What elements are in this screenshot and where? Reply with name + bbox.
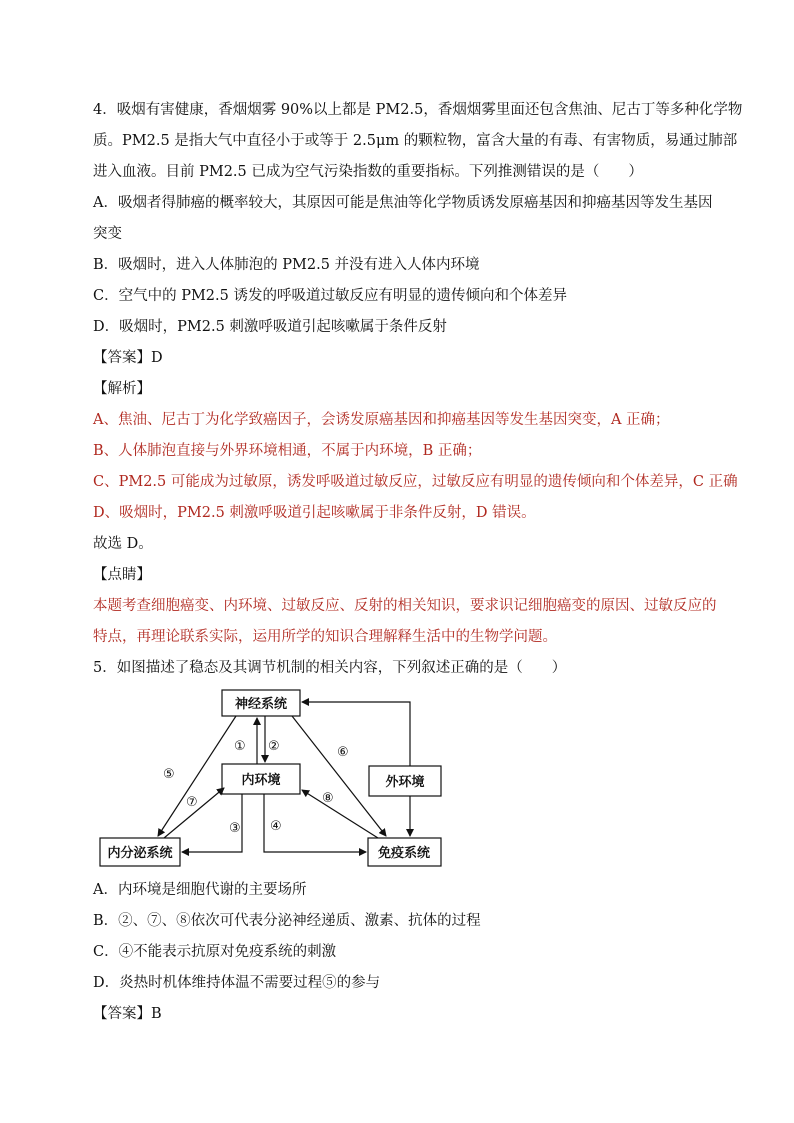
q4-analysis-d: D、吸烟时，PM2.5 刺激呼吸道引起咳嗽属于非条件反射，D 错误。: [93, 505, 536, 521]
q4-answer: 【答案】D: [93, 350, 163, 366]
label-4: ④: [270, 819, 282, 834]
q5-option-a: A．内环境是细胞代谢的主要场所: [93, 882, 307, 898]
q4-analysis-b: B、人体肺泡直接与外界环境相通，不属于内环境，B 正确；: [93, 443, 482, 459]
arrow-external-to-nervous: [302, 702, 410, 766]
node-immune-system: [368, 838, 441, 866]
node-endocrine-label: 内分泌系统: [107, 846, 173, 861]
homeostasis-diagram: [96, 688, 446, 870]
node-internal-label: 内环境: [241, 773, 281, 788]
q4-comment-line-1: 本题考查细胞癌变、内环境、过敏反应、反射的相关知识，要求识记细胞癌变的原因、过敏反应的: [93, 598, 717, 614]
q4-stem-line-1: 4．吸烟有害健康，香烟烟雾 90%以上都是 PM2.5，香烟烟雾里面还包含焦油、尼古丁等多种化学物: [93, 102, 743, 118]
q4-analysis-c: C、PM2.5 可能成为过敏原，诱发呼吸道过敏反应，过敏反应有明显的遗传倾向和个体差异，C 正确: [93, 474, 738, 490]
node-external-environment: [369, 766, 441, 796]
label-7: ⑦: [186, 795, 198, 810]
q4-option-a: A．吸烟者得肺癌的概率较大，其原因可能是焦油等化学物质诱发原癌基因和抑癌基因等发生基因: [93, 195, 713, 211]
q5-option-b: B．②、⑦、⑧依次可代表分泌神经递质、激素、抗体的过程: [93, 913, 481, 929]
q5-stem: 5．如图描述了稳态及其调节机制的相关内容，下列叙述正确的是（ ）: [93, 660, 567, 676]
label-3: ③: [229, 821, 241, 836]
q4-option-d: D．吸烟时，PM2.5 刺激呼吸道引起咳嗽属于条件反射: [93, 319, 447, 335]
label-8: ⑧: [322, 791, 334, 806]
label-2: ②: [268, 739, 280, 754]
q4-conclusion: 故选 D。: [93, 536, 153, 552]
q4-option-a-cont: 突变: [93, 226, 122, 242]
label-6: ⑥: [337, 745, 349, 760]
node-external-label: 外环境: [385, 775, 425, 790]
label-5: ⑤: [163, 767, 175, 782]
q5-answer: 【答案】B: [93, 1006, 162, 1022]
node-nervous-system: [222, 690, 300, 716]
node-immune-label: 免疫系统: [377, 846, 431, 861]
q4-option-b: B．吸烟时，进入人体肺泡的 PM2.5 并没有进入人体内环境: [93, 257, 480, 273]
q4-stem-line-2: 质。PM2.5 是指大气中直径小于或等于 2.5μm 的颗粒物，富含大量的有毒、有害物质，易通过肺部: [93, 133, 738, 149]
q4-option-c: C．空气中的 PM2.5 诱发的呼吸道过敏反应有明显的遗传倾向和个体差异: [93, 288, 567, 304]
q4-analysis-a: A、焦油、尼古丁为化学致癌因子，会诱发原癌基因和抑癌基因等发生基因突变，A 正确；: [93, 412, 670, 428]
label-1: ①: [234, 739, 246, 754]
q4-comment-heading: 【点睛】: [93, 567, 151, 583]
node-internal-environment: [222, 764, 300, 794]
arrow-8: [302, 790, 378, 838]
q4-stem-line-3: 进入血液。目前 PM2.5 已成为空气污染指数的重要指标。下列推测错误的是（ ）: [93, 164, 643, 180]
node-nervous-label: 神经系统: [234, 697, 288, 712]
q4-comment-line-2: 特点，再理论联系实际，运用所学的知识合理解释生活中的生物学问题。: [93, 629, 557, 645]
q5-option-c: C．④不能表示抗原对免疫系统的刺激: [93, 944, 337, 960]
node-endocrine-system: [100, 838, 180, 866]
q4-analysis-heading: 【解析】: [93, 381, 151, 397]
q5-option-d: D．炎热时机体维持体温不需要过程⑤的参与: [93, 975, 381, 991]
